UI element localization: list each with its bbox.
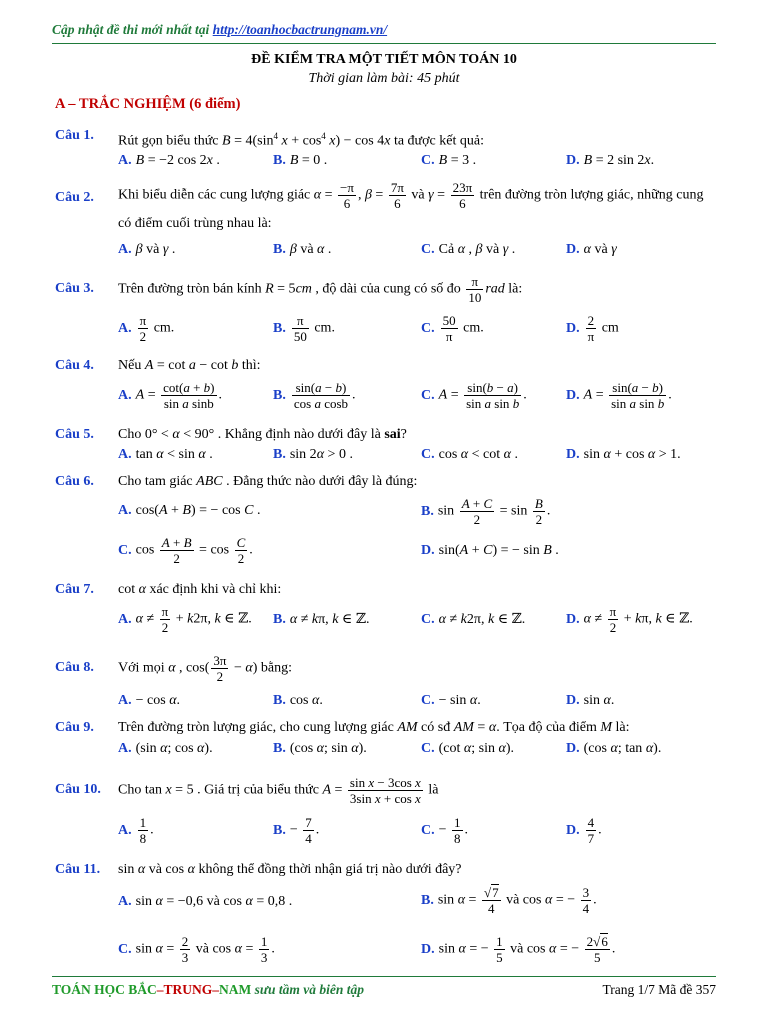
section-heading: A – TRẮC NGHIỆM (6 điểm) [55, 96, 241, 112]
option-c[interactable]: C. cos α < cot α . [421, 447, 519, 462]
option-c[interactable]: C. (cot α; sin α). [421, 741, 515, 756]
option-c[interactable]: C. $\frac{50}{\pi}$ cm. [421, 313, 484, 344]
question-number: Câu 1. [55, 128, 94, 143]
question-stem: cot α xác định khi và chỉ khi: [118, 582, 282, 597]
option-b[interactable]: B. sin α = $\frac{√7}{4}$ và cos α = − $\frac{3}{4}$ . [421, 885, 597, 916]
option-b[interactable]: B. $\frac{\pi}{50}$ cm. [273, 313, 335, 344]
footer-brand-part: NAM [219, 982, 252, 997]
question-stem: sin α và cos α không thể đồng thời nhận giá trị nào dưới đây? [118, 862, 462, 877]
option-d[interactable]: D. sin α. [566, 693, 615, 708]
question-stem: Trên đường tròn lượng giác, cho cung lượng giác AM có sđ AM = α. Tọa độ của điểm M là: [118, 720, 630, 735]
option-d[interactable]: D. sin α = − $\frac{1}{5}$ và cos α = − $\frac{2√6}{5}$ . [421, 934, 616, 965]
header-banner [52, 22, 387, 38]
question-stem: Cho 0° < α < 90° . Khẳng định nào dưới đây là sai? [118, 427, 407, 442]
question-number: Câu 6. [55, 474, 94, 489]
option-c[interactable]: C. α ≠ k2π, k ∈ ℤ. [421, 612, 526, 627]
footer-tagline: sưu tầm và biên tập [251, 982, 365, 997]
question-number: Câu 3. [55, 281, 94, 296]
question-stem: Cho tan x = 5 . Giá trị của biểu thức A = $\frac{\text{sin x − 3cos x}}{\text{3sin x + cos x}}$ là [118, 775, 439, 806]
option-b[interactable]: B. β và α . [273, 242, 332, 257]
option-a[interactable]: A. B = −2 cos 2x . [118, 153, 220, 168]
footer-divider [52, 976, 716, 977]
question-number: Câu 2. [55, 190, 94, 205]
exam-title: ĐỀ KIỂM TRA MỘT TIẾT MÔN TOÁN 10 [251, 52, 517, 67]
question-number: Câu 8. [55, 660, 94, 675]
question-number: Câu 10. [55, 782, 101, 797]
question-stem: Với mọi α , cos( $\frac{3\pi}{2}$ − α) bằng: [118, 653, 292, 684]
option-d[interactable]: D. $\frac{2}{\pi}$ cm [566, 313, 619, 344]
option-d[interactable]: D. α và γ [566, 242, 617, 257]
option-d[interactable]: D. A = $\frac{\sin(a - b)}{\text{sin a sin b}}$ . [566, 380, 672, 411]
option-b[interactable]: B. cos α. [273, 693, 323, 708]
option-a[interactable]: A. cos(A + B) = − cos C . [118, 503, 261, 518]
option-b[interactable]: B. α ≠ kπ, k ∈ ℤ. [273, 612, 370, 627]
option-c[interactable]: C. cos $\frac{A + B}{2}$ = cos $\frac{C}{2}$ . [118, 535, 253, 566]
option-b[interactable]: B. − $\frac{7}{4}$ . [273, 815, 320, 846]
question-number: Câu 4. [55, 358, 94, 373]
option-a[interactable]: A. A = $\frac{\cot(a + b)}{\text{sin a sinb}}$ . [118, 380, 222, 411]
option-b[interactable]: B. sin 2α > 0 . [273, 447, 353, 462]
option-d[interactable]: D. $\frac{4}{7}$ . [566, 815, 602, 846]
option-a[interactable]: A. sin α = −0,6 và cos α = 0,8 . [118, 894, 293, 909]
footer-brand [52, 982, 364, 998]
website-link[interactable]: http://toanhocbactrungnam.vn/ [212, 22, 388, 37]
option-b[interactable]: B. sin $\frac{A + C}{2}$ = sin $\frac{B}{2}$ . [421, 496, 551, 527]
option-a[interactable]: A. (sin α; cos α). [118, 741, 213, 756]
question-stem: Rút gọn biểu thức $B = 4(\sin^4$ $x + \cos^4 x) - \cos 4x$ ta được kết quả: [118, 131, 484, 149]
question-number: Câu 11. [55, 862, 101, 877]
option-d[interactable]: D. sin(A + C) = − sin B . [421, 543, 559, 558]
header-divider [52, 43, 716, 44]
option-a[interactable]: A. − cos α. [118, 693, 181, 708]
question-stem: Trên đường tròn bán kính R = 5cm , độ dài của cung có số đo $\frac{\pi}{10}$ rad là: [118, 274, 523, 305]
option-b[interactable]: B. B = 0 . [273, 153, 328, 168]
option-c[interactable]: C. A = $\frac{\sin(b - a)}{\text{sin a sin b}}$ . [421, 380, 527, 411]
question-number: Câu 7. [55, 582, 94, 597]
option-b[interactable]: B. $\frac{\sin(a - b)}{\text{cos a cosb}}$ . [273, 380, 356, 411]
option-b[interactable]: B. (cos α; sin α). [273, 741, 367, 756]
option-d[interactable]: D. B = 2 sin 2x. [566, 153, 655, 168]
option-d[interactable]: D. α ≠ $\frac{\pi}{2}$ + kπ, k ∈ ℤ. [566, 604, 693, 635]
option-c[interactable]: C. Cả α , β và γ . [421, 242, 516, 257]
exam-subtitle: Thời gian làm bài: 45 phút [308, 71, 460, 86]
option-a[interactable]: A. tan α < sin α . [118, 447, 213, 462]
footer-brand-part: –TRUNG– [156, 982, 220, 997]
page-info: Trang 1/7 Mã đề 357 [602, 982, 716, 997]
footer-brand-part: TOÁN HỌC BẮC [52, 982, 157, 997]
question-stem: Khi biểu diễn các cung lượng giác α = $\frac{-\pi}{6}$ , β = $\frac{7\pi}{6}$ và γ = $\frac{23\pi}{6}$ trên đường tròn lượng giác, những cung có điểm cuối trùng nhau là: [118, 180, 704, 231]
option-a[interactable]: A. β và γ . [118, 242, 176, 257]
question-number: Câu 5. [55, 427, 94, 442]
option-c[interactable]: C. sin α = $\frac{2}{3}$ và cos α = $\frac{1}{3}$ . [118, 934, 275, 965]
option-a[interactable]: A. $\frac{1}{8}$ . [118, 815, 154, 846]
option-d[interactable]: D. (cos α; tan α). [566, 741, 662, 756]
option-a[interactable]: A. $\frac{\pi}{2}$ cm. [118, 313, 175, 344]
question-stem: Nếu A = cot a − cot b thì: [118, 358, 261, 373]
question-number: Câu 9. [55, 720, 94, 735]
option-a[interactable]: A. α ≠ $\frac{\pi}{2}$ + k2π, k ∈ ℤ. [118, 604, 252, 635]
option-c[interactable]: C. − $\frac{1}{8}$ . [421, 815, 469, 846]
option-c[interactable]: C. B = 3 . [421, 153, 477, 168]
question-stem: Cho tam giác ABC . Đẳng thức nào dưới đây là đúng: [118, 474, 418, 489]
option-d[interactable]: D. sin α + cos α > 1. [566, 447, 681, 462]
option-c[interactable]: C. − sin α. [421, 693, 481, 708]
header-prefix: Cập nhật đề thi mới nhất tại [52, 22, 213, 37]
